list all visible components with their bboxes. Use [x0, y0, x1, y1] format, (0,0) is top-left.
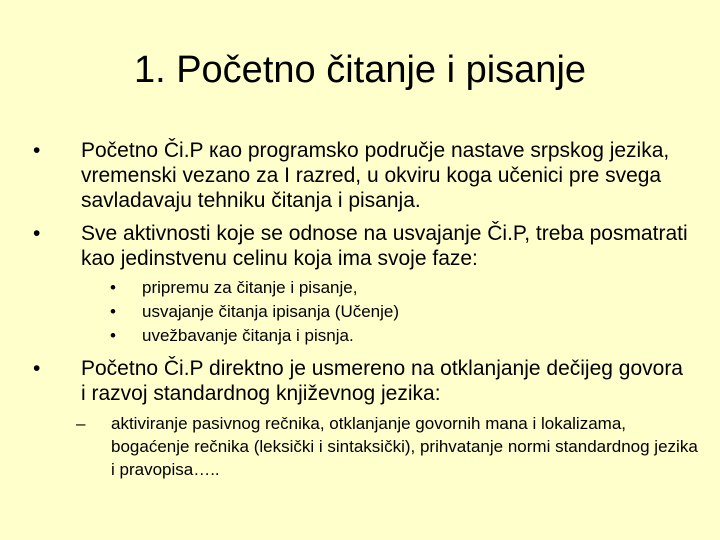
bullet-icon: •	[33, 222, 41, 245]
sub-item-2: usvajanje čitanja ipisanja (Učenje)	[142, 302, 400, 321]
bullet-icon: •	[33, 139, 41, 162]
sub-item-1: pripremu za čitanje i pisanje,	[142, 278, 358, 297]
sub-bullet-icon: •	[110, 278, 116, 297]
bullet-text-3: Početno Či.P direktno je usmereno na otklanjanje dečijeg govora i razvoj standardnog književnog jezika:	[81, 357, 683, 405]
slide-title: 1. Početno čitanje i pisanje	[133, 49, 587, 91]
sub-bullet-icon: •	[110, 326, 116, 345]
bullet-text-2: Sve aktivnosti koje se odnose na usvajanje Či.P, treba posmatrati kao jedinstvenu celinu koja ima svoje faze:	[81, 222, 688, 270]
bullet-icon: •	[33, 357, 41, 380]
sub-bullet-icon: •	[110, 302, 116, 321]
sub-item-3: uvežbavanje čitanja i pisnja.	[142, 326, 354, 345]
dash-icon: –	[76, 414, 86, 433]
bullet-text-1: Početno Či.P као programsko područje nastave srpskog jezika, vremenski vezano za I razred, u okviru koga učenici pre svega savladavaju tehniku čitanja i pisanja.	[81, 139, 670, 212]
dash-item-1: aktiviranje pasivnog rečnika, otklanjanje govornih mana i lokalizama, bogaćenje rečnika (leksički i sintaksički), prihvatanje normi standardnog jezika i pravopisa…..	[111, 414, 698, 479]
